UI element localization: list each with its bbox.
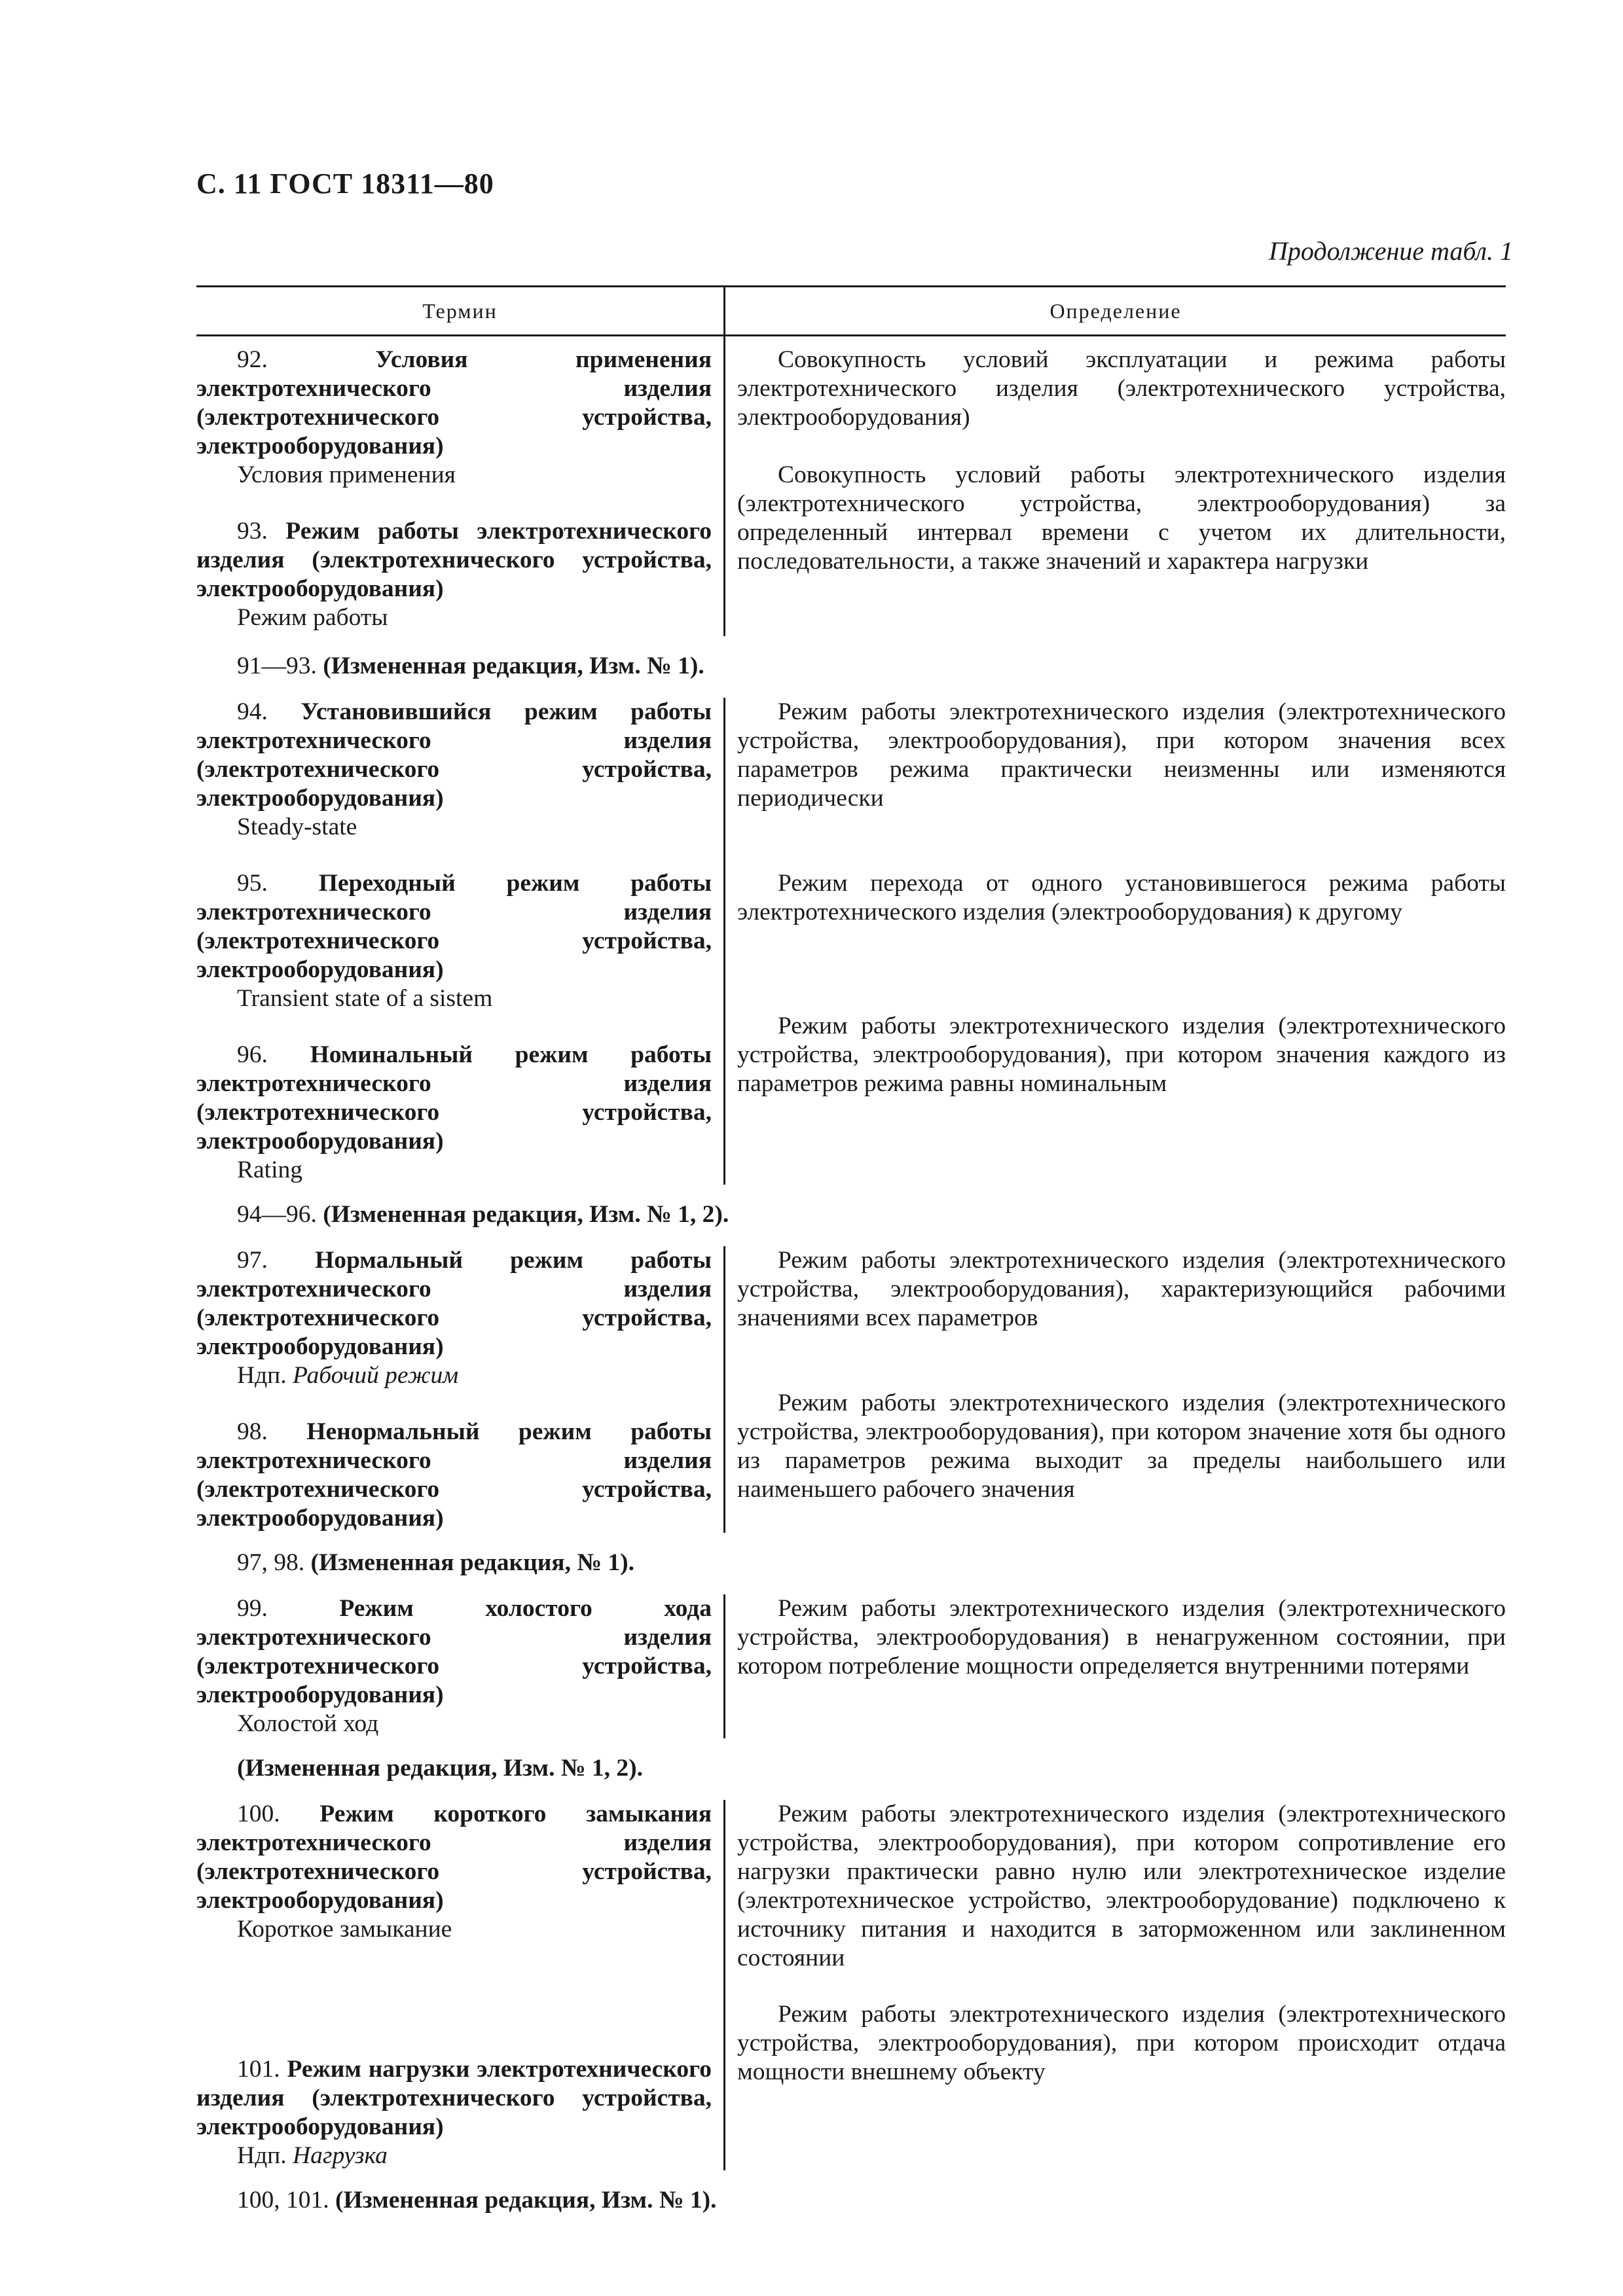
amendment-note: 97, 98. (Измененная редакция, № 1). <box>237 1549 635 1576</box>
term-98: 98. Ненормальный режим работы электротехнического изделия (электротехнического устройства, электрооборудования) <box>196 1418 712 1532</box>
definition-100: Режим работы электротехнического изделия (электротехнического устройства, электрооборудования), при котором сопротивление его нагрузки практически равно нулю или электротехническое изделие (электротехническое устройство, электрооборудование) подключено к источнику питания и находится в заторможенном или заклиненном состоянии <box>737 1801 1506 1971</box>
definition-94: Режим работы электротехнического изделия (электротехнического устройства, электрооборудования), при котором значения всех параметров режима практически неизменны или изменяются периодически <box>737 698 1506 812</box>
term-97: 97. Нормальный режим работы электротехнического изделия (электротехнического устройства, электрооборудования) <box>196 1247 712 1360</box>
synonym-97: Ндп. Рабочий режим <box>237 1362 459 1389</box>
term-101: 101. Режим нагрузки электротехнического изделия (электротехнического устройства, электрооборудования) <box>196 2056 712 2140</box>
term-93: 93. Режим работы электротехнического изделия (электротехнического устройства, электрооборудования) <box>196 518 712 602</box>
synonym-93: Режим работы <box>237 604 388 631</box>
synonym-100: Короткое замыкание <box>237 1916 452 1943</box>
table-header-row <box>196 285 1506 336</box>
page-title: С. 11 ГОСТ 18311—80 <box>196 168 494 200</box>
term-100: 100. Режим короткого замыкания электротехнического изделия (электротехнического устройства, электрооборудования) <box>196 1801 712 1914</box>
table-block <box>196 336 1506 636</box>
amendment-note: 94—96. (Измененная редакция, Изм. № 1, 2). <box>237 1201 729 1228</box>
amendment-note: 100, 101. (Измененная редакция, Изм. № 1). <box>237 2187 717 2214</box>
definition-99: Режим работы электротехнического изделия (электротехнического устройства, электрооборудования) в ненагруженном состоянии, при котором потребление мощности определяется внутренними потерями <box>737 1595 1506 1679</box>
amendment-note: (Измененная редакция, Изм. № 1, 2). <box>237 1755 644 1782</box>
synonym-96: Rating <box>237 1157 302 1183</box>
term-95: 95. Переходный режим работы электротехнического изделия (электротехнического устройства, электрооборудования) <box>196 870 712 983</box>
synonym-95: Transient state of a sistem <box>237 985 493 1012</box>
definition-93: Совокупность условий работы электротехнического изделия (электротехнического устройства, электрооборудования) за определенный интервал времени с учетом их длительности, последовательности, а также значений и характера нагрузки <box>737 461 1506 575</box>
table-block <box>196 1800 1506 2170</box>
definition-95: Режим перехода от одного установившегося режима работы электротехнического изделия (электрооборудования) к другому <box>737 870 1506 925</box>
definition-96: Режим работы электротехнического изделия (электротехнического устройства, электрооборудования), при котором значения каждого из параметров режима равны номинальным <box>737 1013 1506 1097</box>
synonym-94: Steady-state <box>237 814 357 840</box>
term-96: 96. Номинальный режим работы электротехнического изделия (электротехнического устройства, электрооборудования) <box>196 1041 712 1155</box>
definition-101: Режим работы электротехнического изделия (электротехнического устройства, электрооборудования), при котором происходит отдача мощности внешнему объекту <box>737 2001 1506 2085</box>
term-94: 94. Установившийся режим работы электротехнического изделия (электротехнического устройства, электрооборудования) <box>196 698 712 812</box>
definition-92: Совокупность условий эксплуатации и режима работы электротехнического изделия (электротехнического устройства, электрооборудования) <box>737 346 1506 431</box>
amendment-note: 91—93. (Измененная редакция, Изм. № 1). <box>237 653 704 679</box>
term-92: 92. Условия применения электротехнического изделия (электротехнического устройства, электрооборудования) <box>196 346 712 459</box>
definition-98: Режим работы электротехнического изделия (электротехнического устройства, электрооборудования), при котором значение хотя бы одного из параметров режима выходит за пределы наибольшего или наименьшего рабочего значения <box>737 1390 1506 1503</box>
synonym-101: Ндп. Нагрузка <box>237 2142 388 2169</box>
synonym-99: Холостой ход <box>237 1710 379 1737</box>
table-block <box>196 1594 1506 1738</box>
column-header-term: Термин <box>196 287 725 334</box>
synonym-92: Условия применения <box>237 461 456 488</box>
column-header-definition: Определение <box>1049 298 1182 323</box>
terms-table <box>196 285 1506 2232</box>
table-block <box>196 698 1506 1185</box>
table-block <box>196 1246 1506 1533</box>
table-continuation-label: Продолжение табл. 1 <box>1268 236 1513 266</box>
definition-97: Режим работы электротехнического изделия (электротехнического устройства, электрооборудования), характеризующийся рабочими значениями всех параметров <box>737 1247 1506 1331</box>
term-99: 99. Режим холостого хода электротехнического изделия (электротехнического устройства, электрооборудования) <box>196 1595 712 1708</box>
